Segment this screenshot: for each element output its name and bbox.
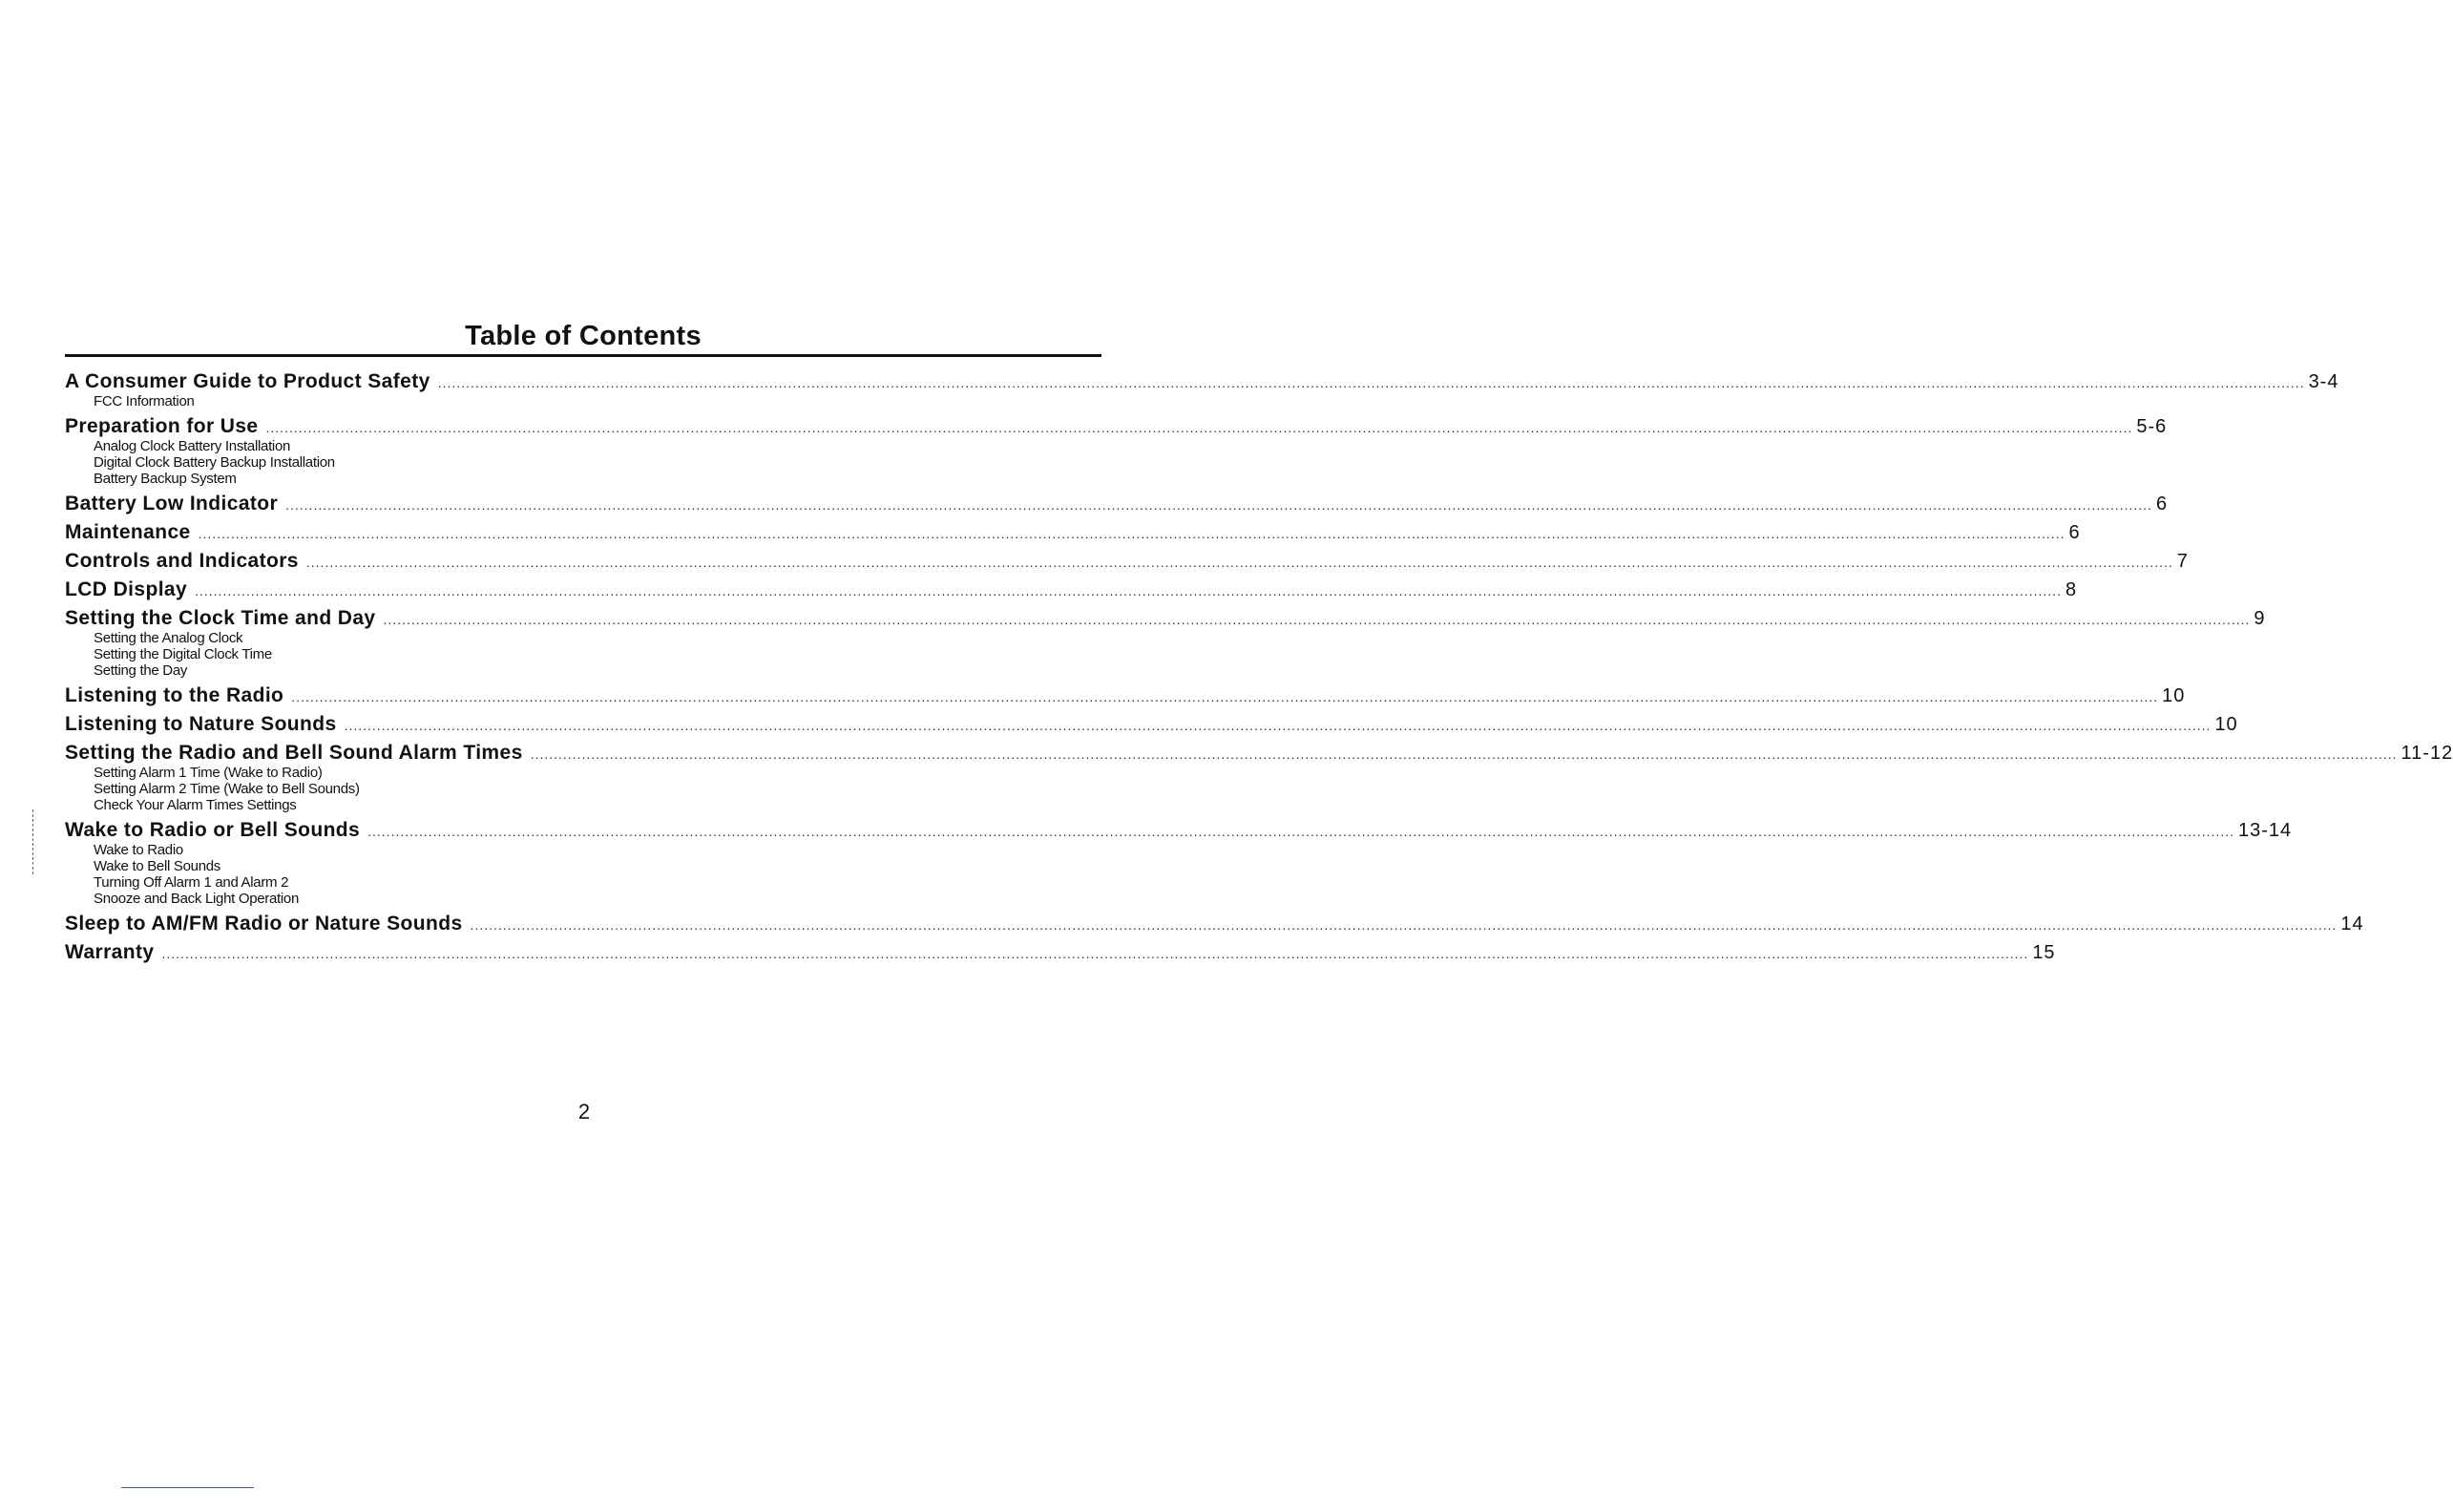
toc-entry [65, 913, 2364, 935]
toc-entry-title: Setting the Clock Time and Day [65, 607, 376, 629]
toc-subentry: Setting Alarm 1 Time (Wake to Radio) [94, 765, 323, 781]
toc-entry-page: 11-12 [2401, 743, 2453, 764]
toc-entry-title: Listening to Nature Sounds [65, 713, 337, 735]
toc-entry-line [65, 550, 2189, 573]
toc-entry [65, 415, 2168, 487]
toc-subentries [94, 765, 1101, 813]
toc-entry-title: Sleep to AM/FM Radio or Nature Sounds [65, 913, 463, 934]
toc-entry-page: 6 [2068, 522, 2081, 543]
toc-entry-page: 13-14 [2237, 820, 2293, 841]
toc-subentry: Wake to Radio [94, 842, 183, 858]
toc-entry-page: 5-6 [2136, 416, 2168, 437]
toc-entry-page: 9 [2254, 608, 2266, 629]
dot-leader: ................................................................................................................................................................................................................................................................................................................................................................................................................ [285, 497, 2152, 513]
toc-entry-line [65, 941, 2056, 964]
toc-entry-page: 14 [2340, 914, 2364, 934]
toc-subentry: Wake to Bell Sounds [94, 858, 220, 874]
toc-subentry: Snooze and Back Light Operation [94, 891, 300, 907]
toc-entry [65, 493, 2169, 515]
dot-leader: ................................................................................................................................................................................................................................................................................................................................................................................................................ [305, 555, 2173, 570]
toc-entry-title: Wake to Radio or Bell Sounds [65, 819, 361, 841]
toc-entry [65, 578, 2078, 601]
toc-entry [65, 607, 2266, 679]
toc-entry-title: Setting the Radio and Bell Sound Alarm Times [65, 742, 523, 764]
toc-entry-page: 7 [2176, 551, 2189, 572]
toc-subentry: Analog Clock Battery Installation [94, 438, 291, 454]
toc-entry-page: 8 [2065, 579, 2078, 600]
toc-subentry: Setting the Analog Clock [94, 630, 243, 646]
toc-entry-line [65, 415, 2168, 438]
toc-entry-line [65, 742, 2453, 765]
dot-leader: ................................................................................................................................................................................................................................................................................................................................................................................................................ [344, 718, 2212, 733]
toc-entry-line [65, 607, 2266, 630]
margin-mark [32, 809, 33, 874]
dot-leader: ................................................................................................................................................................................................................................................................................................................................................................................................................ [367, 824, 2234, 839]
toc-entry-line [65, 713, 2238, 736]
toc-entry-title: LCD Display [65, 578, 188, 600]
toc-entry-page: 10 [2162, 685, 2186, 706]
toc-subentry: Check Your Alarm Times Settings [94, 797, 297, 813]
toc-entry-page: 10 [2214, 714, 2238, 735]
toc-entry-page: 3-4 [2308, 371, 2339, 392]
toc-entry [65, 819, 2293, 907]
table-of-contents [65, 321, 2453, 970]
toc-entry-page: 6 [2155, 494, 2169, 514]
toc-subentry: Turning Off Alarm 1 and Alarm 2 [94, 874, 289, 891]
toc-entry-line [65, 493, 2169, 515]
dot-leader: ................................................................................................................................................................................................................................................................................................................................................................................................................ [530, 746, 2398, 762]
dot-leader: ................................................................................................................................................................................................................................................................................................................................................................................................................ [198, 526, 2065, 541]
dot-leader: ................................................................................................................................................................................................................................................................................................................................................................................................................ [383, 612, 2251, 627]
toc-entry-line [65, 913, 2364, 935]
toc-entry-title: Preparation for Use [65, 415, 259, 437]
toc-subentry: Battery Backup System [94, 471, 237, 487]
toc-entry-title: Maintenance [65, 521, 191, 543]
toc-entry [65, 941, 2056, 964]
toc-entry-line [65, 370, 2339, 393]
toc-entry [65, 370, 2339, 410]
dot-leader: ................................................................................................................................................................................................................................................................................................................................................................................................................ [265, 420, 2133, 435]
toc-title: Table of Contents [465, 321, 702, 351]
toc-entry [65, 521, 2081, 544]
title-rule [65, 354, 1101, 357]
toc-entry-title: A Consumer Guide to Product Safety [65, 370, 430, 392]
toc-entry-line [65, 684, 2186, 707]
toc-entry-title: Listening to the Radio [65, 684, 284, 706]
toc-entries [65, 370, 2453, 964]
toc-subentry: Digital Clock Battery Backup Installation [94, 454, 335, 471]
toc-subentries [94, 393, 1101, 410]
bottom-rule [121, 1487, 254, 1488]
toc-subentries [94, 630, 1101, 679]
toc-entry-line [65, 521, 2081, 544]
toc-entry-title: Battery Low Indicator [65, 493, 279, 514]
dot-leader: ................................................................................................................................................................................................................................................................................................................................................................................................................ [470, 917, 2338, 933]
toc-subentries [94, 438, 1101, 487]
dot-leader: ................................................................................................................................................................................................................................................................................................................................................................................................................ [161, 946, 2029, 961]
toc-entry [65, 684, 2186, 707]
toc-entry-page: 15 [2032, 942, 2056, 963]
toc-entry-line [65, 819, 2293, 842]
toc-subentries [94, 842, 1101, 907]
toc-subentry: FCC Information [94, 393, 195, 410]
toc-entry [65, 713, 2238, 736]
toc-subentry: Setting the Day [94, 662, 188, 679]
toc-entry-line [65, 578, 2078, 601]
dot-leader: ................................................................................................................................................................................................................................................................................................................................................................................................................ [437, 375, 2305, 390]
toc-subentry: Setting the Digital Clock Time [94, 646, 272, 662]
page-number: 2 [577, 1100, 591, 1124]
dot-leader: ................................................................................................................................................................................................................................................................................................................................................................................................................ [195, 583, 2062, 598]
toc-entry-title: Controls and Indicators [65, 550, 299, 572]
toc-entry [65, 550, 2189, 573]
toc-entry [65, 742, 2453, 813]
dot-leader: ................................................................................................................................................................................................................................................................................................................................................................................................................ [291, 689, 2159, 704]
toc-subentry: Setting Alarm 2 Time (Wake to Bell Sounds) [94, 781, 360, 797]
toc-entry-title: Warranty [65, 941, 155, 963]
